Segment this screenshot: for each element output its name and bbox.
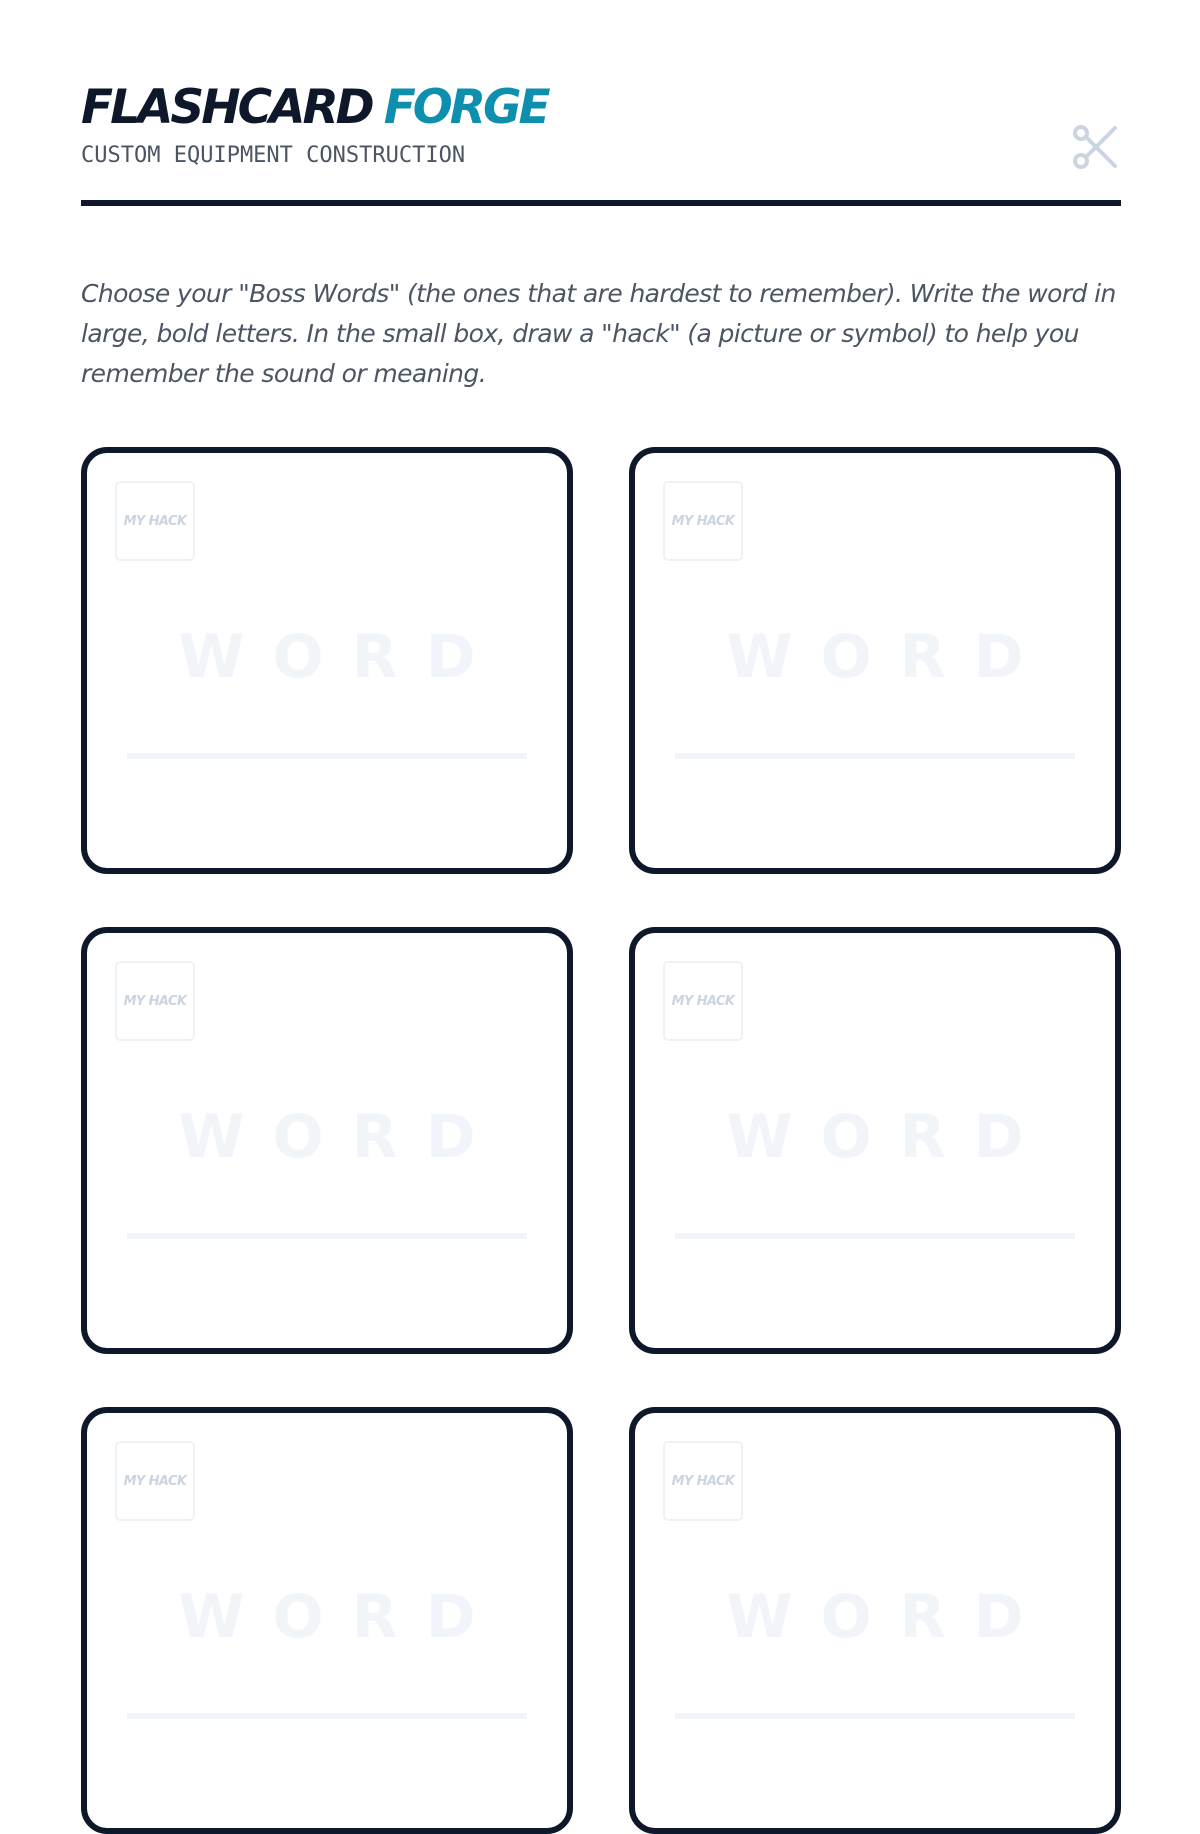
- hack-drawing-box[interactable]: [115, 1441, 195, 1521]
- hack-drawing-box[interactable]: [115, 481, 195, 561]
- flashcard[interactable]: [629, 447, 1121, 874]
- hack-box-label: MY HACK: [671, 1473, 735, 1489]
- hack-box-label: MY HACK: [123, 1473, 187, 1489]
- hack-drawing-box[interactable]: [663, 1441, 743, 1521]
- worksheet-page: [81, 0, 1121, 1652]
- hack-drawing-box[interactable]: [663, 961, 743, 1041]
- flashcard[interactable]: [629, 927, 1121, 1354]
- hack-box-label: MY HACK: [123, 513, 187, 529]
- flashcard[interactable]: [81, 447, 573, 874]
- scissors-icon: [1071, 122, 1121, 172]
- writing-line: [675, 1713, 1075, 1719]
- word-placeholder: WORD: [726, 1102, 1052, 1172]
- word-placeholder: WORD: [178, 622, 504, 692]
- word-placeholder: WORD: [726, 1582, 1052, 1652]
- page-subtitle: CUSTOM EQUIPMENT CONSTRUCTION: [81, 143, 466, 168]
- hack-box-label: MY HACK: [671, 513, 735, 529]
- word-placeholder: WORD: [726, 622, 1052, 692]
- writing-line: [675, 753, 1075, 759]
- header-divider: [81, 200, 1121, 206]
- writing-line: [127, 1233, 527, 1239]
- page-header: [81, 0, 1121, 206]
- word-placeholder: WORD: [178, 1582, 504, 1652]
- word-placeholder: WORD: [178, 1102, 504, 1172]
- writing-line: [127, 1713, 527, 1719]
- writing-line: [127, 753, 527, 759]
- flashcard[interactable]: [81, 927, 573, 1354]
- hack-drawing-box[interactable]: [663, 481, 743, 561]
- page-title: [81, 80, 548, 136]
- title-part-1: FLASHCARD: [81, 80, 372, 135]
- hack-box-label: MY HACK: [671, 993, 735, 1009]
- flashcard[interactable]: [629, 1407, 1121, 1834]
- hack-drawing-box[interactable]: [115, 961, 195, 1041]
- flashcard[interactable]: [81, 1407, 573, 1834]
- instructions-text: Choose your "Boss Words" (the ones that are hardest to remember). Write the word in large, bold letters. In the small box, draw a "hack" (a picture or symbol) to help you remember the sound or meaning.: [81, 279, 1116, 388]
- hack-box-label: MY HACK: [123, 993, 187, 1009]
- title-part-2: FORGE: [383, 80, 548, 135]
- writing-line: [675, 1233, 1075, 1239]
